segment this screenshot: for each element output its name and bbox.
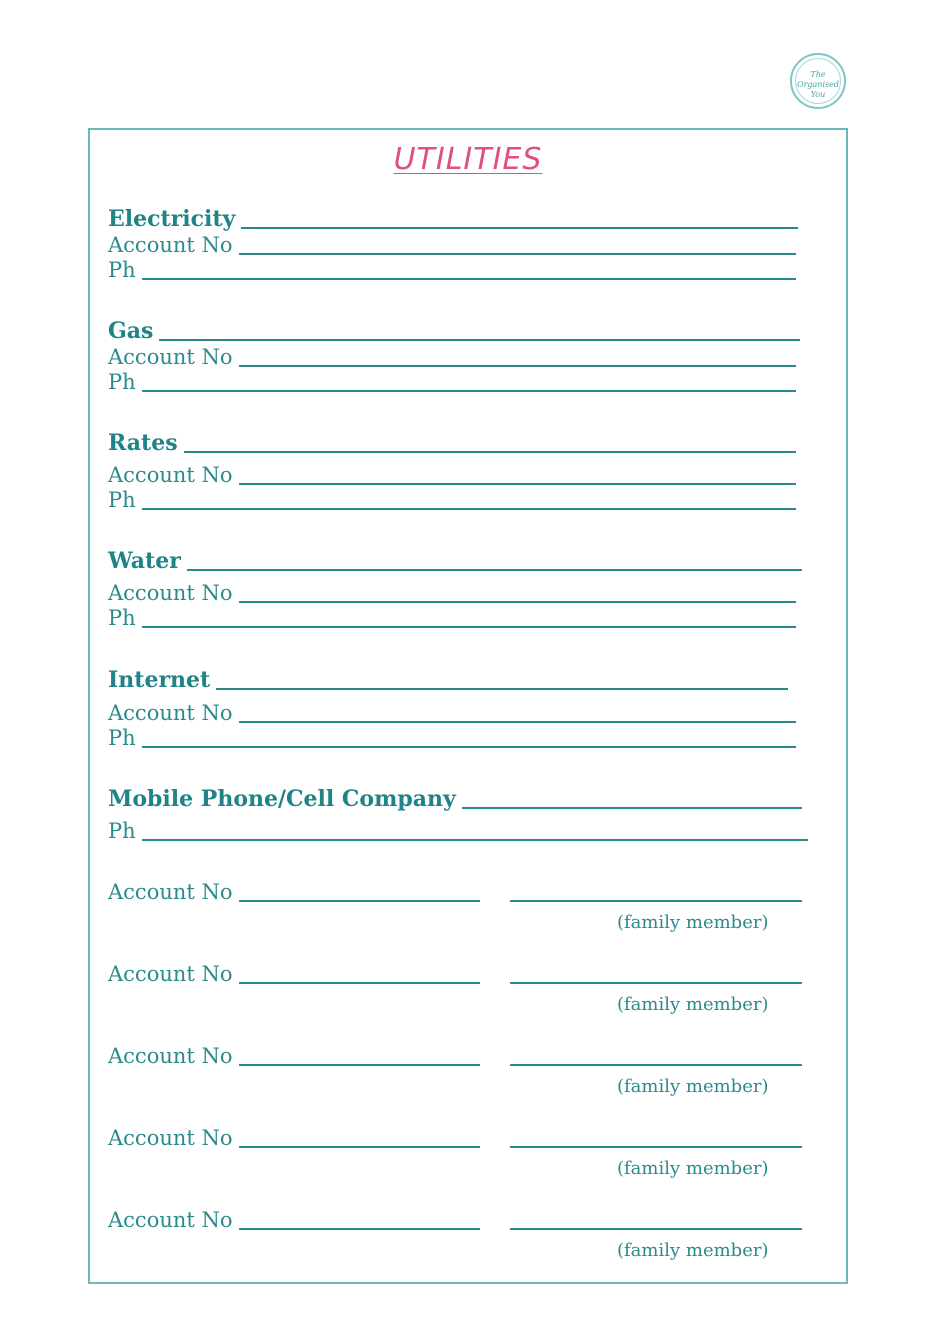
account-no-label: Account No	[108, 581, 233, 605]
electricity-row[interactable]	[108, 207, 798, 231]
internet-field[interactable]	[216, 688, 788, 690]
account-no-label: Account No	[108, 962, 233, 986]
mobile-label: Mobile Phone/Cell Company	[108, 786, 456, 812]
internet-ph-row[interactable]	[108, 726, 796, 750]
electricity-account-row[interactable]	[108, 233, 796, 257]
mobile-account-field[interactable]	[239, 1064, 480, 1066]
gas-ph-row[interactable]	[108, 370, 796, 394]
electricity-field[interactable]	[241, 227, 798, 229]
rates-field[interactable]	[184, 451, 796, 453]
account-no-label: Account No	[108, 880, 233, 904]
mobile-account-field[interactable]	[239, 1146, 480, 1148]
rates-ph-row[interactable]	[108, 488, 796, 512]
account-no-label: Account No	[108, 463, 233, 487]
rates-ph-field[interactable]	[142, 508, 796, 510]
account-no-label: Account No	[108, 233, 233, 257]
rates-label: Rates	[108, 430, 178, 456]
electricity-ph-field[interactable]	[142, 278, 796, 280]
family-member-caption: (family member)	[617, 1240, 769, 1261]
internet-row[interactable]	[108, 668, 788, 692]
gas-account-field[interactable]	[239, 365, 796, 367]
internet-label: Internet	[108, 667, 211, 693]
account-no-label: Account No	[108, 1208, 233, 1232]
water-account-field[interactable]	[239, 601, 796, 603]
mobile-account-row[interactable]	[108, 880, 480, 904]
water-label: Water	[108, 548, 181, 574]
rates-account-row[interactable]	[108, 463, 796, 487]
family-member-caption: (family member)	[617, 1076, 769, 1097]
ph-label: Ph	[108, 606, 136, 630]
ph-label: Ph	[108, 370, 136, 394]
mobile-account-row[interactable]	[108, 962, 480, 986]
family-member-field[interactable]	[510, 900, 802, 902]
mobile-ph-row[interactable]	[108, 819, 808, 843]
account-no-label: Account No	[108, 1044, 233, 1068]
account-no-label: Account No	[108, 345, 233, 369]
family-member-caption: (family member)	[617, 994, 769, 1015]
mobile-account-field[interactable]	[239, 1228, 480, 1230]
water-ph-field[interactable]	[142, 626, 796, 628]
ph-label: Ph	[108, 726, 136, 750]
family-member-caption: (family member)	[617, 912, 769, 933]
gas-account-row[interactable]	[108, 345, 796, 369]
gas-ph-field[interactable]	[142, 390, 796, 392]
family-member-field[interactable]	[510, 1146, 802, 1148]
internet-account-field[interactable]	[239, 721, 796, 723]
internet-ph-field[interactable]	[142, 746, 796, 748]
ph-label: Ph	[108, 488, 136, 512]
mobile-company-field[interactable]	[462, 807, 802, 809]
water-account-row[interactable]	[108, 581, 796, 605]
account-no-label: Account No	[108, 701, 233, 725]
family-member-field[interactable]	[510, 1228, 802, 1230]
electricity-account-field[interactable]	[239, 253, 796, 255]
family-member-field[interactable]	[510, 1064, 802, 1066]
family-member-caption: (family member)	[617, 1158, 769, 1179]
mobile-account-field[interactable]	[239, 982, 480, 984]
ph-label: Ph	[108, 258, 136, 282]
account-no-label: Account No	[108, 1126, 233, 1150]
brand-logo	[790, 53, 846, 109]
rates-row[interactable]	[108, 431, 796, 455]
mobile-account-row[interactable]	[108, 1208, 480, 1232]
water-row[interactable]	[108, 549, 802, 573]
gas-label: Gas	[108, 318, 154, 344]
logo-text: The Organised You	[797, 70, 839, 99]
mobile-row[interactable]	[108, 787, 802, 811]
mobile-account-field[interactable]	[239, 900, 480, 902]
water-field[interactable]	[187, 569, 802, 571]
family-member-field[interactable]	[510, 982, 802, 984]
rates-account-field[interactable]	[239, 483, 796, 485]
gas-field[interactable]	[159, 339, 800, 341]
mobile-account-row[interactable]	[108, 1044, 480, 1068]
electricity-ph-row[interactable]	[108, 258, 796, 282]
ph-label: Ph	[108, 819, 136, 843]
page-title: UTILITIES	[393, 142, 543, 177]
mobile-ph-field[interactable]	[142, 839, 808, 841]
mobile-account-row[interactable]	[108, 1126, 480, 1150]
internet-account-row[interactable]	[108, 701, 796, 725]
electricity-label: Electricity	[108, 206, 236, 232]
water-ph-row[interactable]	[108, 606, 796, 630]
gas-row[interactable]	[108, 319, 800, 343]
